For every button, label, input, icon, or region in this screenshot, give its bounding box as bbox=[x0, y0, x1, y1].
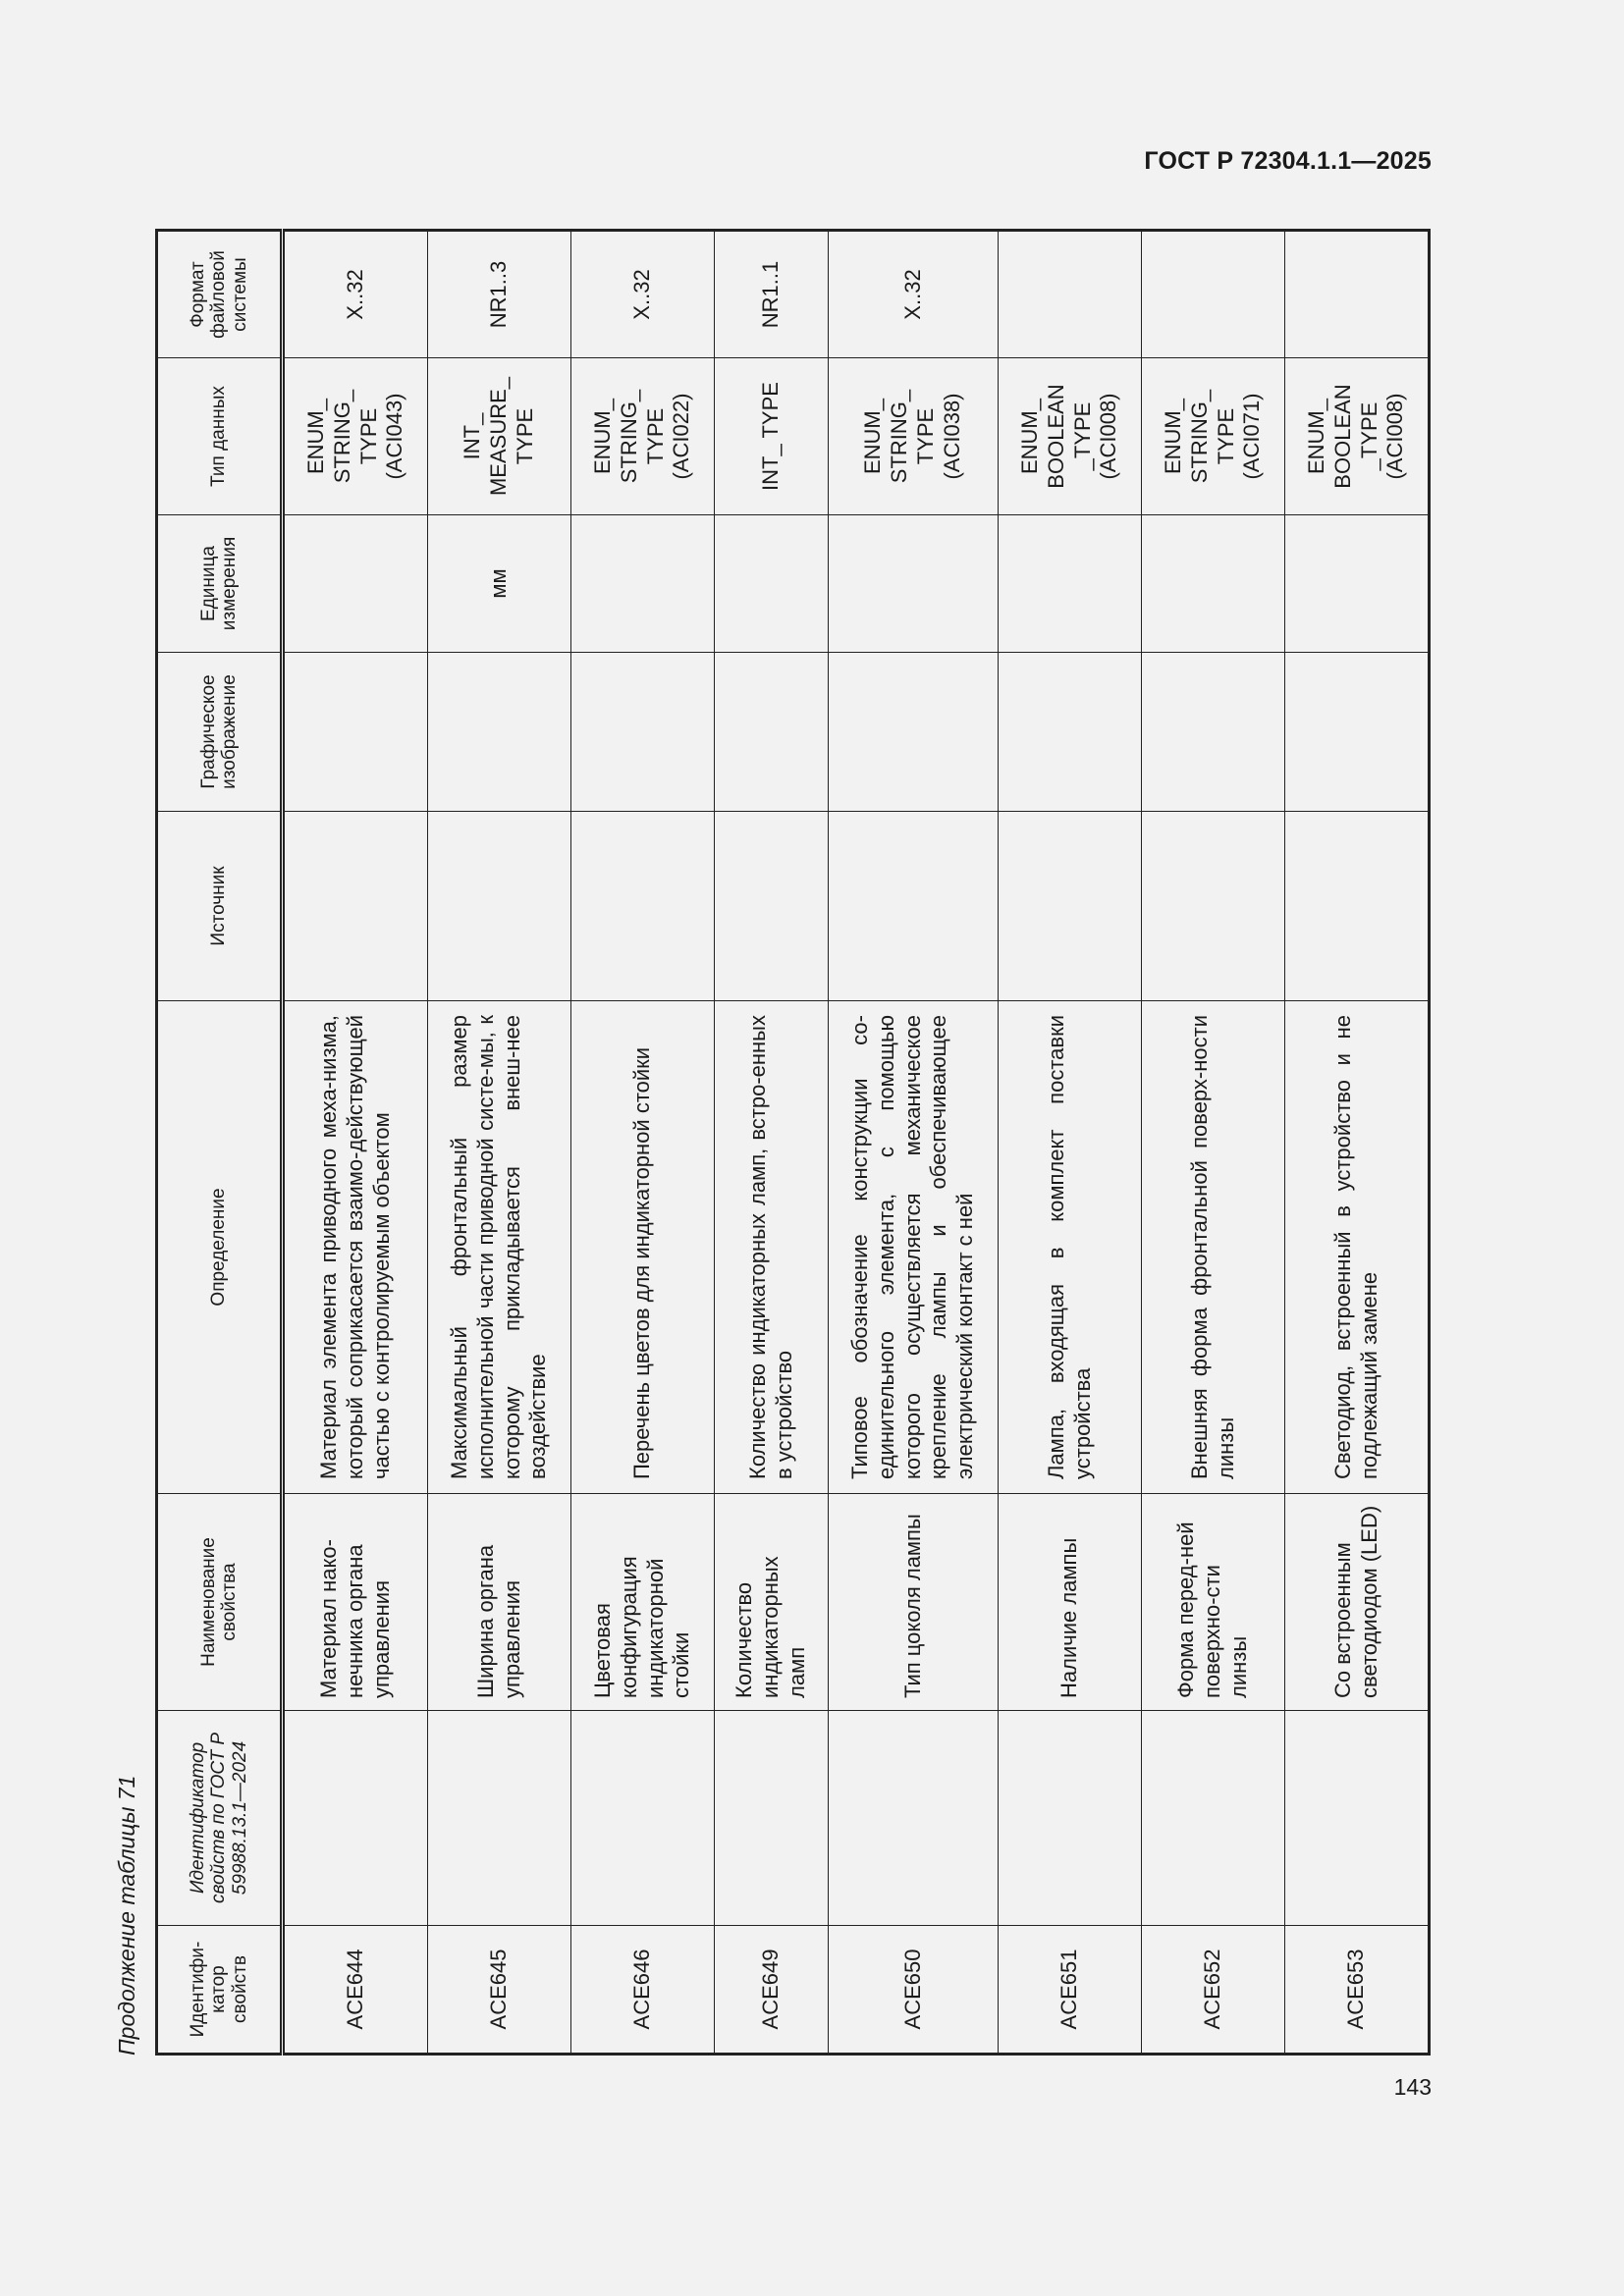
col-header-source: Источник bbox=[157, 812, 283, 1001]
cell-name: Форма перед-ней поверхно-сти линзы bbox=[1142, 1494, 1285, 1711]
cell-format: X..32 bbox=[829, 231, 999, 358]
cell-format: X..32 bbox=[283, 231, 428, 358]
col-header-format: Формат файловой системы bbox=[157, 231, 283, 358]
cell-source bbox=[1142, 812, 1285, 1001]
cell-gost-id bbox=[1142, 1711, 1285, 1926]
cell-format bbox=[1142, 231, 1285, 358]
cell-unit bbox=[999, 515, 1142, 653]
cell-name: Ширина органа управления bbox=[428, 1494, 571, 1711]
cell-format: X..32 bbox=[571, 231, 715, 358]
cell-source bbox=[283, 812, 428, 1001]
col-header-id: Идентифи-катор свойств bbox=[157, 1926, 283, 2055]
cell-graphic bbox=[999, 653, 1142, 812]
cell-format: NR1..1 bbox=[715, 231, 829, 358]
cell-unit bbox=[1142, 515, 1285, 653]
cell-format: NR1..3 bbox=[428, 231, 571, 358]
table-row bbox=[715, 231, 829, 2055]
cell-id: ACE645 bbox=[428, 1926, 571, 2055]
cell-graphic bbox=[283, 653, 428, 812]
cell-id: ACE644 bbox=[283, 1926, 428, 2055]
table-row bbox=[1142, 231, 1285, 2055]
cell-graphic bbox=[1285, 653, 1430, 812]
cell-source bbox=[428, 812, 571, 1001]
cell-definition: Внешняя форма фронтальной поверх-ности линзы bbox=[1142, 1001, 1285, 1494]
cell-id: ACE649 bbox=[715, 1926, 829, 2055]
cell-type: INT_ TYPE bbox=[715, 358, 829, 515]
cell-unit bbox=[571, 515, 715, 653]
cell-unit bbox=[715, 515, 829, 653]
cell-name: Цветовая конфигурация индикаторной стойки bbox=[571, 1494, 715, 1711]
cell-source bbox=[999, 812, 1142, 1001]
cell-format bbox=[999, 231, 1142, 358]
cell-definition: Светодиод, встроенный в устройство и не подлежащий замене bbox=[1285, 1001, 1430, 1494]
cell-name: Материал нако-нечника органа управления bbox=[283, 1494, 428, 1711]
cell-graphic bbox=[715, 653, 829, 812]
cell-format bbox=[1285, 231, 1430, 358]
cell-name: Тип цоколя лампы bbox=[829, 1494, 999, 1711]
cell-type: ENUM_ STRING_ TYPE (ACI022) bbox=[571, 358, 715, 515]
table-row bbox=[428, 231, 571, 2055]
cell-definition: Материал элемента приводного меха-низма, который соприкасается взаимо-действующей частью с контролируемым объектом bbox=[283, 1001, 428, 1494]
cell-type: ENUM_ STRING_ TYPE (ACI071) bbox=[1142, 358, 1285, 515]
cell-id: ACE652 bbox=[1142, 1926, 1285, 2055]
cell-gost-id bbox=[283, 1711, 428, 1926]
cell-id: ACE653 bbox=[1285, 1926, 1430, 2055]
cell-source bbox=[715, 812, 829, 1001]
cell-definition: Количество индикаторных ламп, встро-енных в устройство bbox=[715, 1001, 829, 1494]
col-header-definition: Определение bbox=[157, 1001, 283, 1494]
cell-name: Со встроенным светодиодом (LED) bbox=[1285, 1494, 1430, 1711]
cell-unit bbox=[1285, 515, 1430, 653]
cell-gost-id bbox=[829, 1711, 999, 1926]
cell-type: ENUM_ STRING_ TYPE (ACI043) bbox=[283, 358, 428, 515]
col-header-name: Наименование свойства bbox=[157, 1494, 283, 1711]
cell-name: Наличие лампы bbox=[999, 1494, 1142, 1711]
cell-unit: мм bbox=[428, 515, 571, 653]
table-row bbox=[571, 231, 715, 2055]
cell-graphic bbox=[428, 653, 571, 812]
cell-definition: Максимальный фронтальный размер исполнительной части приводной систе-мы, к которому прикладывается внеш-нее воздействие bbox=[428, 1001, 571, 1494]
cell-source bbox=[1285, 812, 1430, 1001]
table-row bbox=[829, 231, 999, 2055]
cell-gost-id bbox=[715, 1711, 829, 1926]
table-row bbox=[999, 231, 1142, 2055]
cell-definition: Перечень цветов для индикаторной стойки bbox=[571, 1001, 715, 1494]
cell-definition: Типовое обозначение конструкции со-единительного элемента, с помощью которого осуществляется механическое крепление лампы и обеспечивающее электрический контакт с ней bbox=[829, 1001, 999, 1494]
properties-table bbox=[155, 229, 1431, 2056]
cell-gost-id bbox=[428, 1711, 571, 1926]
rotated-table-container bbox=[114, 232, 1431, 2056]
cell-type: INT_ MEASURE_ TYPE bbox=[428, 358, 571, 515]
col-header-unit: Единица измерения bbox=[157, 515, 283, 653]
cell-graphic bbox=[571, 653, 715, 812]
cell-source bbox=[571, 812, 715, 1001]
table-row bbox=[1285, 231, 1430, 2055]
cell-unit bbox=[283, 515, 428, 653]
col-header-graphic: Графическое изображение bbox=[157, 653, 283, 812]
cell-name: Количество индикаторных ламп bbox=[715, 1494, 829, 1711]
document-code: ГОСТ Р 72304.1.1—2025 bbox=[1144, 147, 1432, 175]
table-row bbox=[283, 231, 428, 2055]
page-number: 143 bbox=[1393, 2074, 1432, 2100]
cell-type: ENUM_ BOOLEAN _TYPE (ACI008) bbox=[1285, 358, 1430, 515]
cell-graphic bbox=[829, 653, 999, 812]
cell-definition: Лампа, входящая в комплект поставки устройства bbox=[999, 1001, 1142, 1494]
col-header-gost-id: Идентификатор свойств по ГОСТ Р 59988.13.1—2024 bbox=[157, 1711, 283, 1926]
cell-id: ACE646 bbox=[571, 1926, 715, 2055]
table-caption: Продолжение таблицы 71 bbox=[114, 1775, 139, 2056]
cell-gost-id bbox=[999, 1711, 1142, 1926]
cell-id: ACE651 bbox=[999, 1926, 1142, 2055]
cell-type: ENUM_ BOOLEAN _TYPE (ACI008) bbox=[999, 358, 1142, 515]
cell-gost-id bbox=[1285, 1711, 1430, 1926]
table-header-row bbox=[157, 231, 283, 2055]
cell-unit bbox=[829, 515, 999, 653]
cell-source bbox=[829, 812, 999, 1001]
col-header-type: Тип данных bbox=[157, 358, 283, 515]
cell-graphic bbox=[1142, 653, 1285, 812]
cell-gost-id bbox=[571, 1711, 715, 1926]
cell-type: ENUM_ STRING_ TYPE (ACI038) bbox=[829, 358, 999, 515]
cell-id: ACE650 bbox=[829, 1926, 999, 2055]
